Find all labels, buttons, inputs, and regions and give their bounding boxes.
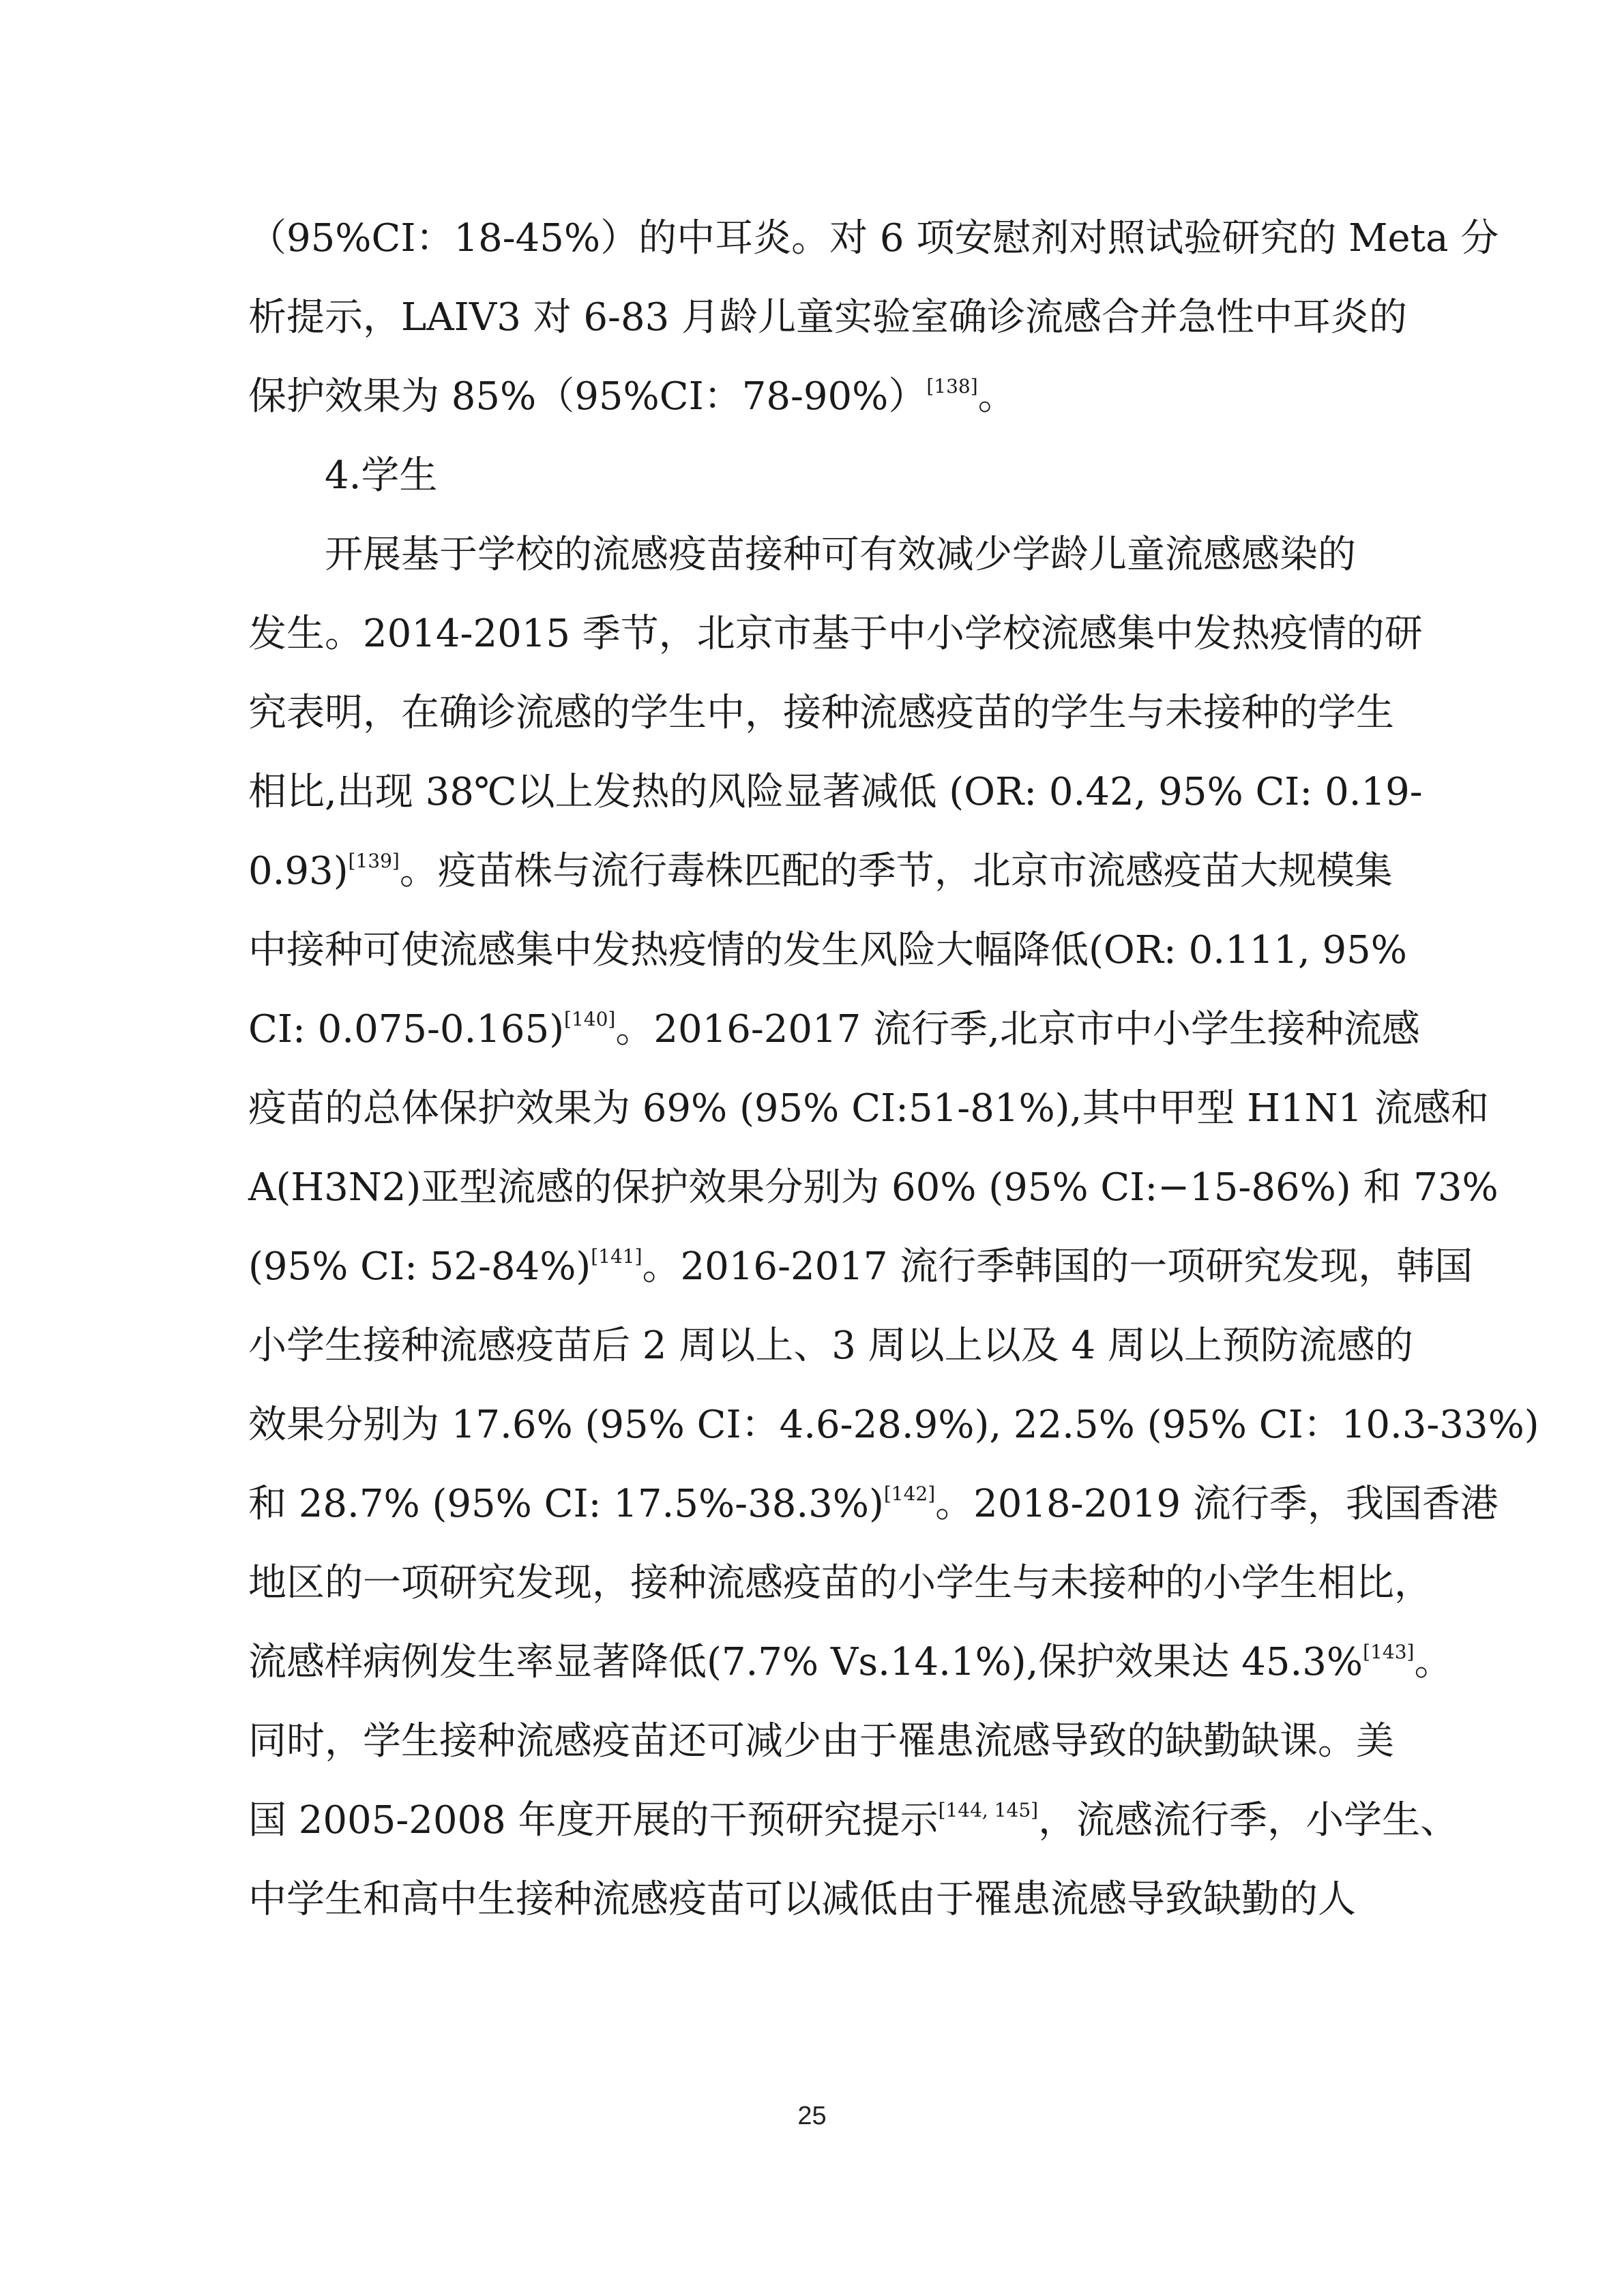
text-line xyxy=(248,357,1381,436)
text-line xyxy=(248,1623,1453,1702)
line-text-continued: 。2018-2019 流行季，我国香港 xyxy=(935,1482,1498,1526)
text-line xyxy=(248,753,1423,832)
citation-ref: [139] xyxy=(348,850,400,872)
text-line xyxy=(248,990,1420,1069)
line-text-continued: 。2016-2017 流行季韩国的一项研究发现，韩国 xyxy=(642,1244,1473,1289)
line-text: 保护效果为 85%（95%CI：78-90%） xyxy=(248,374,927,419)
line-text-continued: 。 xyxy=(977,374,1016,419)
text-line xyxy=(248,674,1394,753)
line-text: 和 28.7% (95% CI: 17.5%-38.3%) xyxy=(248,1482,884,1526)
text-line xyxy=(248,1148,1498,1227)
line-text: 流感样病例发生率显著降低(7.7% Vs.14.1%),保护效果达 45.3% xyxy=(248,1640,1363,1684)
text-line xyxy=(248,1702,1394,1781)
line-text: 中学生和高中生接种流感疫苗可以减低由于罹患流感导致缺勤的人 xyxy=(248,1877,1356,1922)
citation-ref: [142] xyxy=(883,1482,936,1505)
text-line xyxy=(248,1307,1413,1386)
text-line xyxy=(248,595,1423,674)
text-line xyxy=(248,911,1407,990)
line-text: 国 2005-2008 年度开展的干预研究提示 xyxy=(248,1798,939,1843)
line-text: 地区的一项研究发现，接种流感疫苗的小学生与未接种的小学生相比， xyxy=(248,1561,1432,1605)
line-text: A(H3N2)亚型流感的保护效果分别为 60% (95% CI:−15-86%) 和 73% xyxy=(248,1165,1498,1210)
line-text: 0.93) xyxy=(248,849,349,893)
line-text: 效果分别为 17.6% (95% CI：4.6-28.9%), 22.5% (95% CI：10.3-33%) xyxy=(248,1403,1539,1447)
line-text: 发生。2014-2015 季节，北京市基于中小学校流感集中发热疫情的研 xyxy=(248,612,1423,656)
line-text: 小学生接种流感疫苗后 2 周以上、3 周以上以及 4 周以上预防流感的 xyxy=(248,1324,1413,1368)
line-text-continued: ，流感流行季，小学生、 xyxy=(1038,1798,1459,1843)
line-text: 中接种可使流感集中发热疫情的发生风险大幅降低(OR: 0.111, 95% xyxy=(248,928,1407,972)
page-number: 25 xyxy=(797,2102,827,2130)
line-text: 开展基于学校的流感疫苗接种可有效减少学龄儿童流感感染的 xyxy=(325,533,1356,577)
line-text-continued: 。 xyxy=(1414,1640,1453,1684)
line-text: 同时，学生接种流感疫苗还可减少由于罹患流感导致的缺勤缺课。美 xyxy=(248,1719,1394,1763)
text-line xyxy=(248,832,1393,911)
text-line xyxy=(248,1386,1539,1465)
line-text: （95%CI：18-45%）的中耳炎。对 6 项安慰剂对照试验研究的 Meta 分 xyxy=(248,216,1499,260)
text-line xyxy=(248,1465,1498,1544)
line-text: 疫苗的总体保护效果为 69% (95% CI:51-81%),其中甲型 H1N1 流感和 xyxy=(248,1086,1490,1131)
text-line xyxy=(248,278,1408,357)
line-text: CI: 0.075-0.165) xyxy=(248,1007,565,1052)
text-line xyxy=(248,1860,1381,1939)
line-text: 究表明，在确诊流感的学生中，接种流感疫苗的学生与未接种的学生 xyxy=(248,691,1394,735)
line-text-continued: 。疫苗株与流行毒株匹配的季节，北京市流感疫苗大规模集 xyxy=(399,849,1393,893)
text-line xyxy=(248,1544,1432,1623)
text-line xyxy=(248,199,1499,278)
text-line xyxy=(248,516,1381,595)
line-text: (95% CI: 52-84%) xyxy=(248,1244,591,1289)
body-text xyxy=(248,199,1539,1939)
citation-ref: [141] xyxy=(591,1245,643,1268)
line-text: 相比,出现 38℃以上发热的风险显著减低 (OR: 0.42, 95% CI: 0.19- xyxy=(248,770,1423,814)
text-line xyxy=(248,1781,1459,1860)
line-text: 4.学生 xyxy=(325,453,438,498)
citation-ref: [138] xyxy=(926,375,978,398)
citation-ref: [140] xyxy=(564,1008,616,1030)
line-text-continued: 。2016-2017 流行季,北京市中小学生接种流感 xyxy=(615,1007,1420,1052)
text-line xyxy=(248,1227,1473,1307)
citation-ref: [144, 145] xyxy=(938,1799,1039,1821)
line-text: 析提示，LAIV3 对 6-83 月龄儿童实验室确诊流感合并急性中耳炎的 xyxy=(248,295,1408,340)
section-heading xyxy=(248,436,1381,516)
text-line xyxy=(248,1069,1490,1148)
citation-ref: [143] xyxy=(1363,1641,1415,1663)
